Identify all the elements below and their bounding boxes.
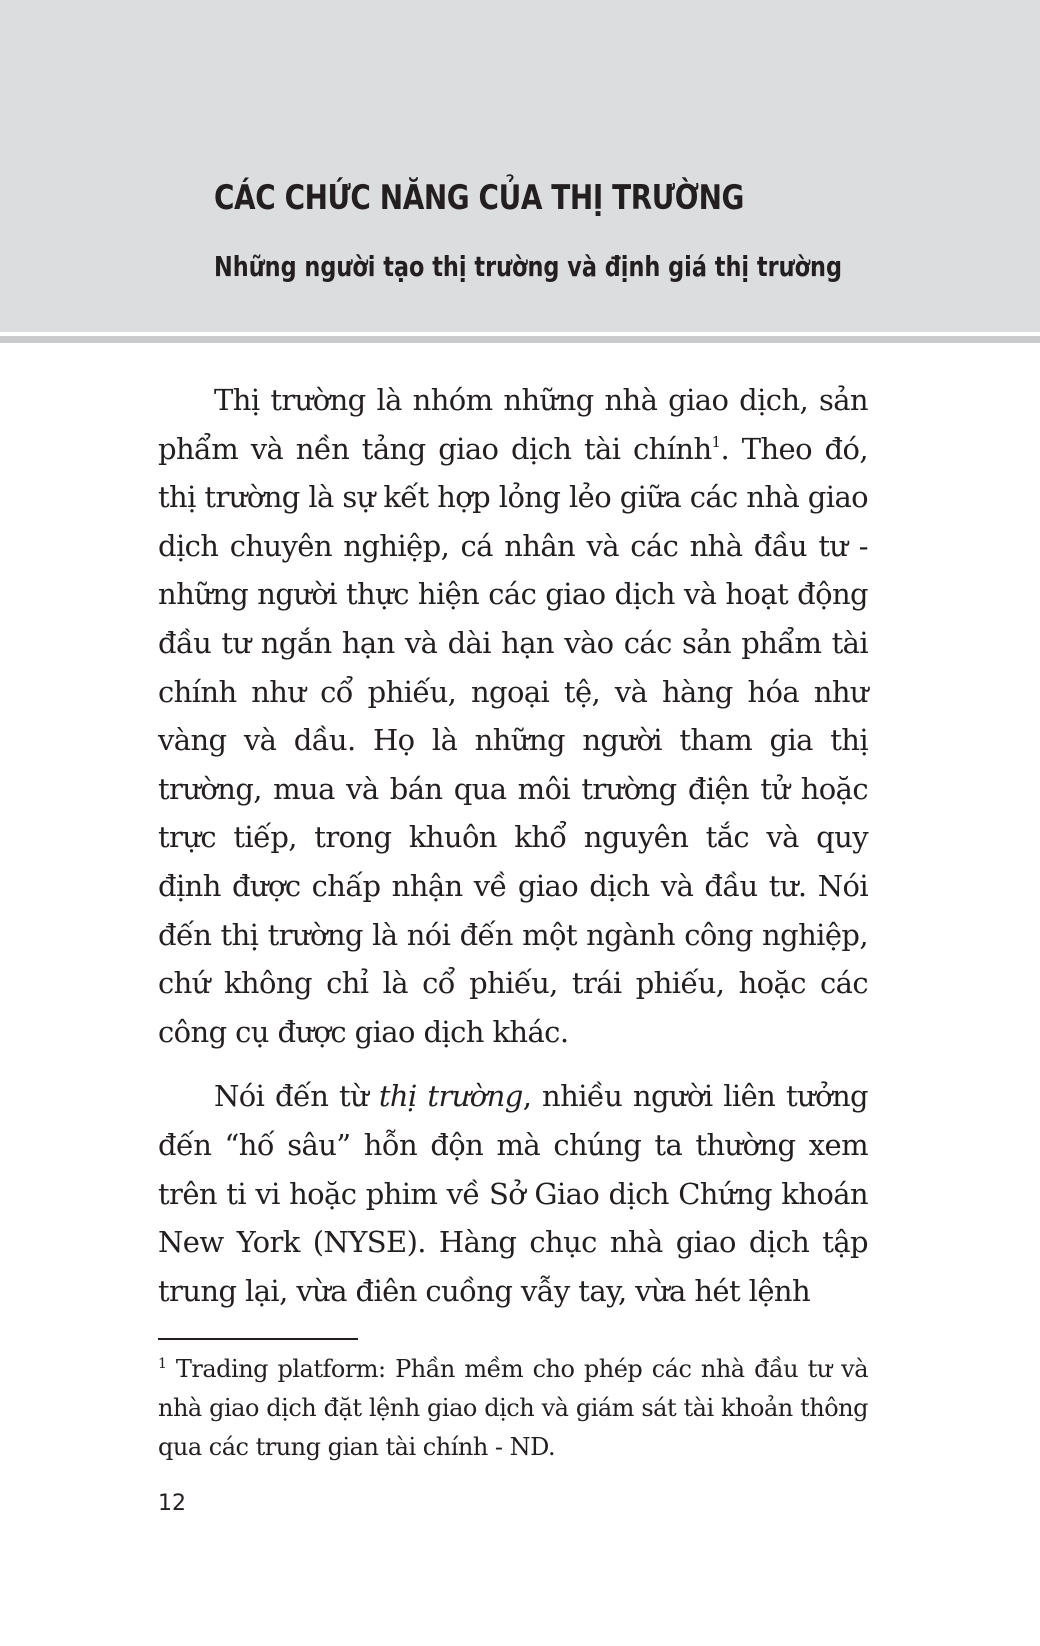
paragraph-2-emphasis: thị trường [378,1079,523,1114]
chapter-title: CÁC CHỨC NĂNG CỦA THỊ TRƯỜNG [214,178,744,218]
body-text [158,376,868,1315]
header-divider [0,336,1040,343]
paragraph-1-text-end: . Theo đó, thị trường là sự kết hợp lỏng lẻo giữa các nhà giao dịch chuyên nghiệp, cá nhân và các nhà đầu tư - những người thực hiện các giao dịch và hoạt động đầu tư ngắn hạn và dài hạn vào các sản phẩm tài chính như cổ phiếu, ngoại tệ, và hàng hóa như vàng và dầu. Họ là những người tham gia thị trường, mua và bán qua môi trường điện tử hoặc trực tiếp, trong khuôn khổ nguyên tắc và quy định được chấp nhận về giao dịch và đầu tư. Nói đến thị trường là nói đến một ngành công nghiệp, chứ không chỉ là cổ phiếu, trái phiếu, hoặc các công cụ được giao dịch khác. [158,431,868,1049]
paragraph-1-text-start: Thị trường là nhóm những nhà giao dịch, sản phẩm và nền tảng giao dịch tài chính [158,383,868,466]
footnote-reference: 1 [711,432,721,451]
footnote [158,1350,868,1467]
paragraph-2 [158,1072,868,1315]
chapter-subtitle: Những người tạo thị trường và định giá thị trường [214,250,842,283]
paragraph-1 [158,376,868,1056]
footnote-divider [158,1338,358,1340]
footnote-text: Trading platform: Phần mềm cho phép các nhà đầu tư và nhà giao dịch đặt lệnh giao dịch và giám sát tài khoản thông qua các trung gian tài chính - ND. [158,1355,868,1461]
paragraph-2-text-start: Nói đến từ [214,1079,379,1114]
page-number: 12 [158,1491,186,1516]
footnote-number: 1 [158,1356,167,1372]
paragraph-2-text-end: , nhiều người liên tưởng đến “hố sâu” hỗn độn mà chúng ta thường xem trên ti vi hoặc phim về Sở Giao dịch Chứng khoán New York (NYSE). Hàng chục nhà giao dịch tập trung lại, vừa điên cuồng vẫy tay, vừa hét lệnh [158,1079,868,1308]
